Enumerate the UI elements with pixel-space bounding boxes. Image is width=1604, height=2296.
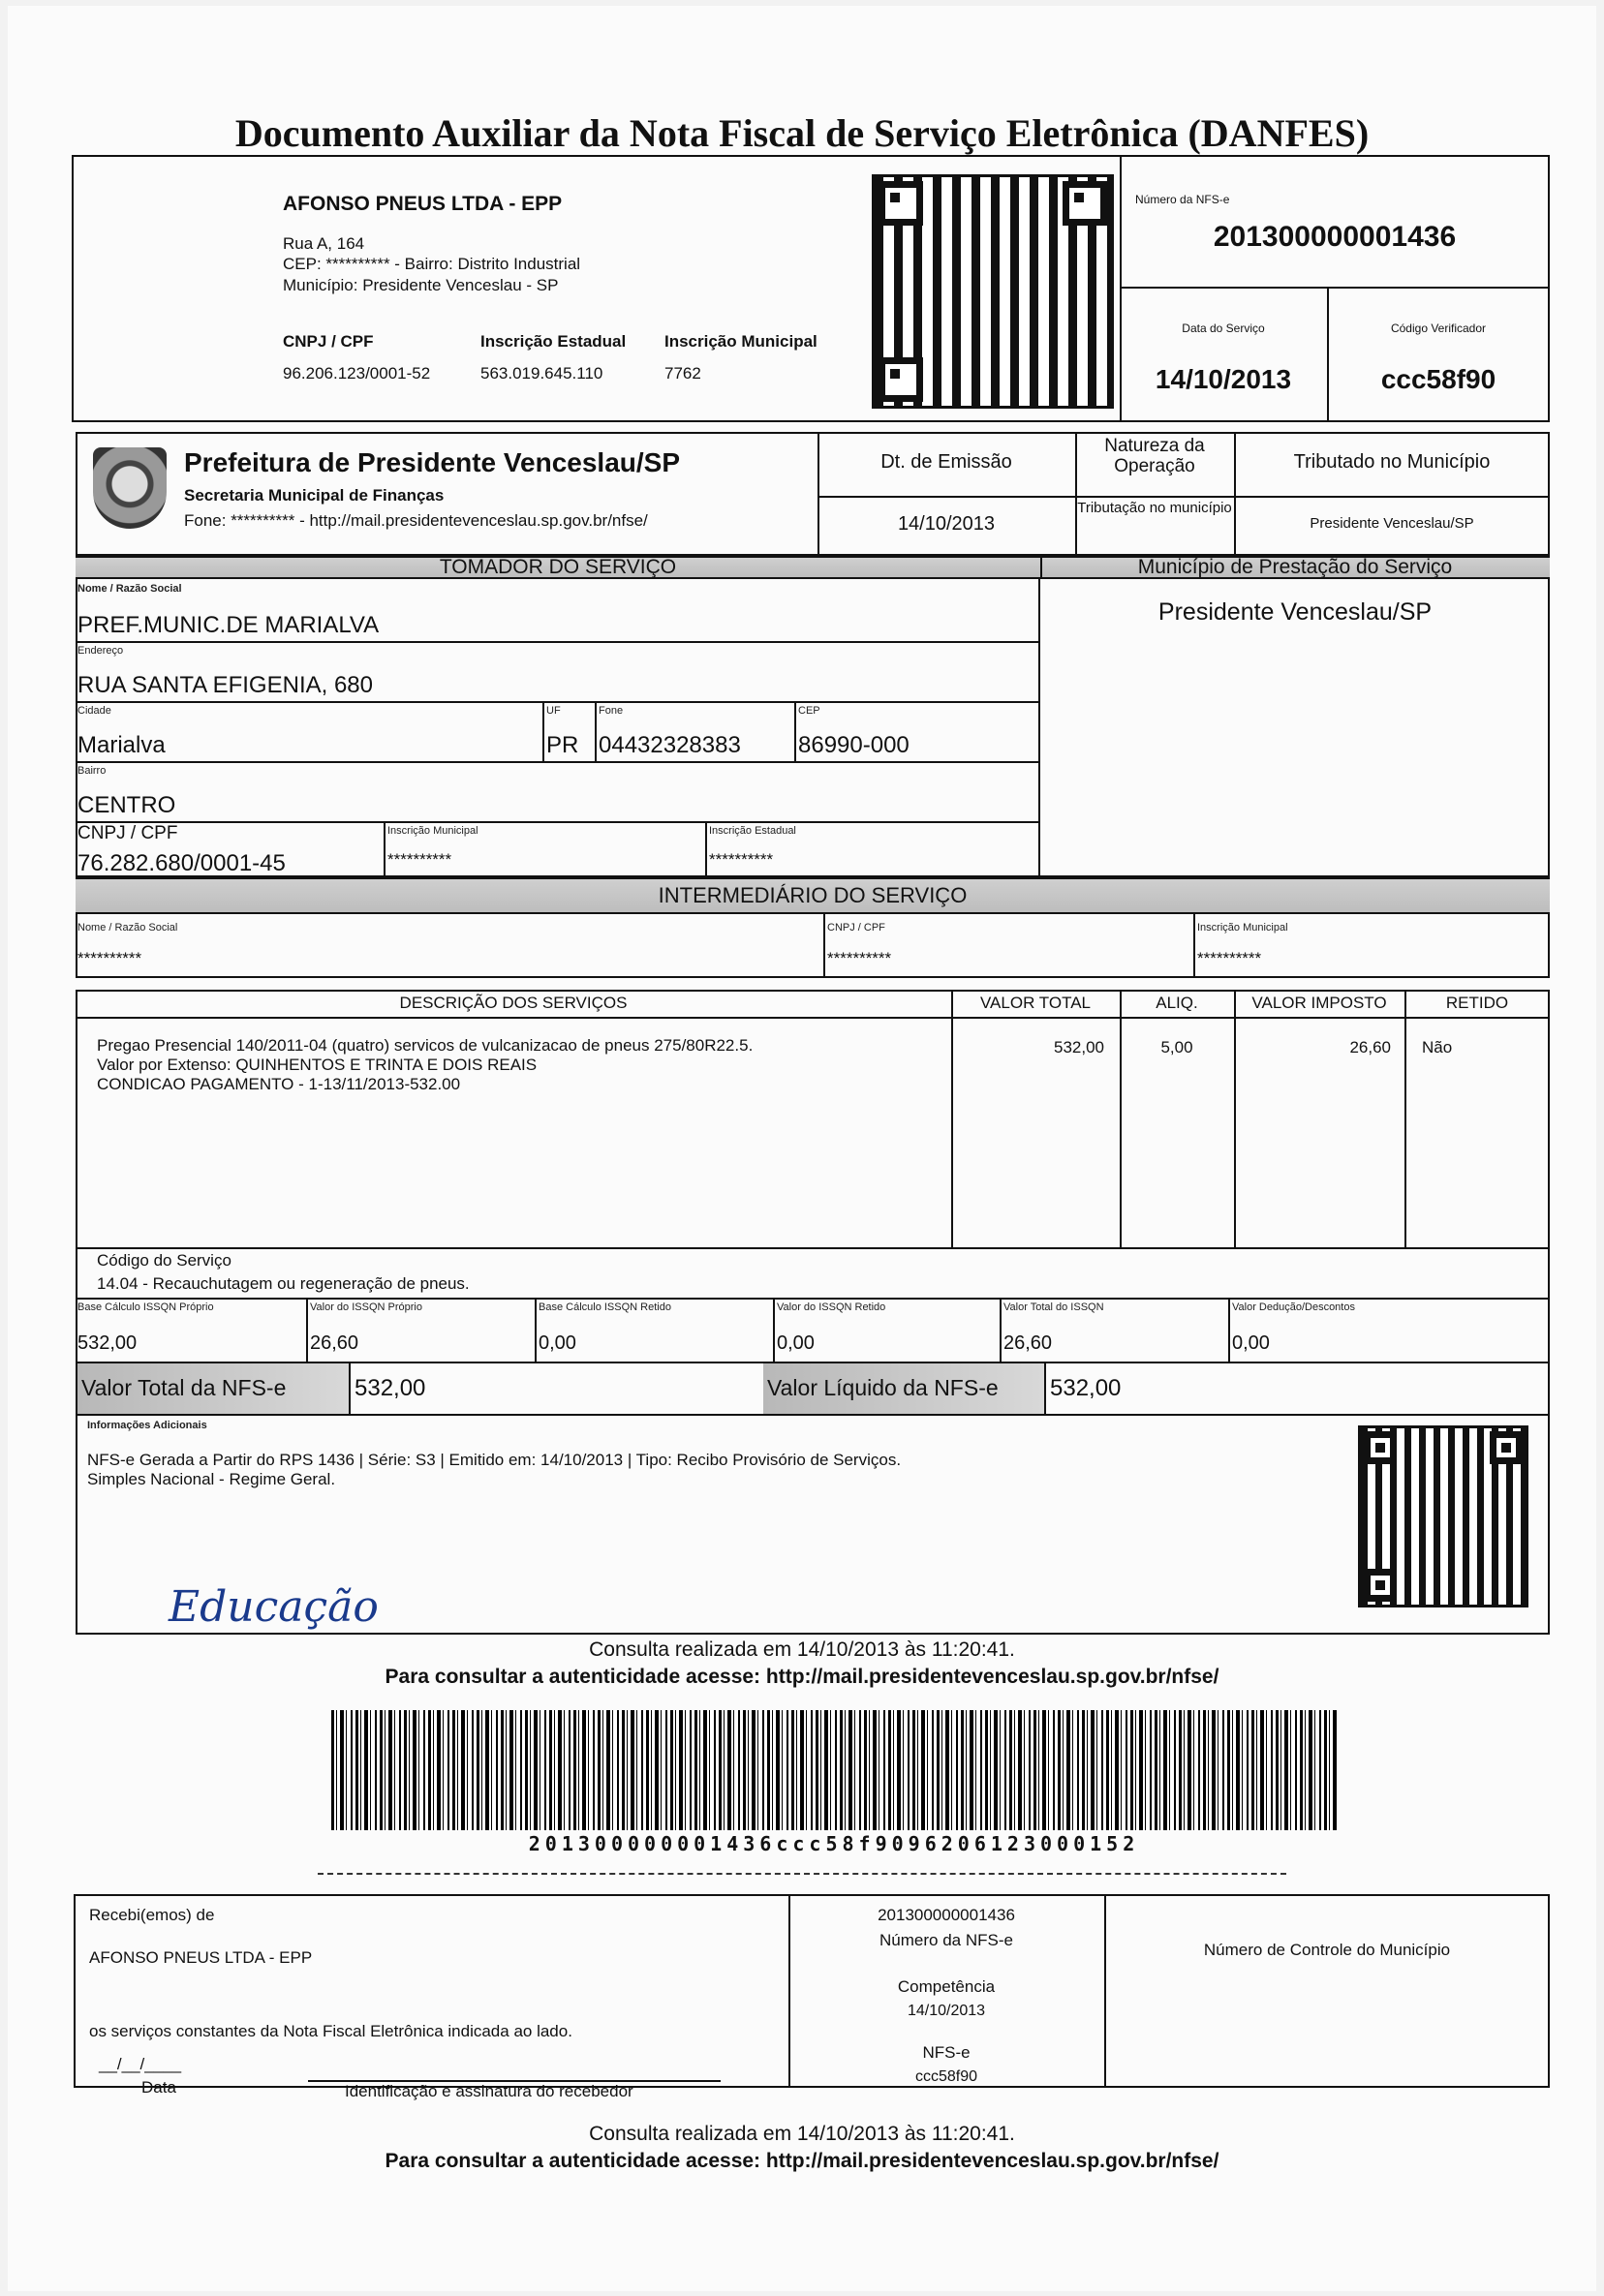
tomador-cnpj: 76.282.680/0001-45 xyxy=(77,850,286,876)
info-line-2: Simples Nacional - Regime Geral. xyxy=(87,1470,336,1488)
col-retido: RETIDO xyxy=(1445,994,1509,1012)
recibo-recebi: Recebi(emos) de xyxy=(89,1906,215,1924)
cut-line xyxy=(318,1873,1286,1875)
intermediario-nome: ********** xyxy=(77,949,142,967)
col-aliq: ALIQ. xyxy=(1156,994,1198,1012)
tomador-nome-label: Nome / Razão Social xyxy=(77,583,182,595)
servico-desc-3: CONDICAO PAGAMENTO - 1-13/11/2013-532.00 xyxy=(97,1075,461,1093)
qr-code-icon xyxy=(872,174,1114,409)
codigo-servico-label: Código do Serviço xyxy=(97,1251,231,1270)
verification-code: ccc58f90 xyxy=(1380,364,1496,394)
recibo-numero-label: Número da NFS-e xyxy=(879,1931,1013,1949)
valor-issqn-retido: 0,00 xyxy=(777,1332,815,1354)
provider-im: 7762 xyxy=(664,364,701,383)
consulta-line-1: Consulta realizada em 14/10/2013 às 11:20:41. xyxy=(589,1638,1015,1661)
tributado-label: Tributado no Município xyxy=(1293,451,1491,473)
base-calc-proprio-label: Base Cálculo ISSQN Próprio xyxy=(77,1301,214,1313)
intermediario-im-label: Inscrição Municipal xyxy=(1197,922,1288,934)
tomador-bairro-label: Bairro xyxy=(77,765,107,777)
natureza-label: Natureza da Operação xyxy=(1104,436,1205,476)
intermediario-cnpj-label: CNPJ / CPF xyxy=(827,922,885,934)
provider-im-label: Inscrição Municipal xyxy=(664,332,817,351)
servico-valor-imposto: 26,60 xyxy=(1349,1038,1391,1056)
tomador-cep: 86990-000 xyxy=(798,732,910,758)
codigo-servico: 14.04 - Recauchutagem ou regeneração de pneus. xyxy=(97,1274,470,1293)
tomador-nome: PREF.MUNIC.DE MARIALVA xyxy=(77,612,380,638)
barcode-icon xyxy=(331,1710,1337,1830)
valor-deducao-label: Valor Dedução/Descontos xyxy=(1232,1301,1355,1313)
base-calc-retido: 0,00 xyxy=(539,1332,576,1354)
prefeitura-fone: Fone: ********** - http://mail.presidentevenceslau.sp.gov.br/nfse/ xyxy=(184,511,648,530)
valor-liquido-label: Valor Líquido da NFS-e xyxy=(767,1375,999,1400)
recibo-competencia-label: Competência xyxy=(897,1977,996,1996)
servico-desc-2: Valor por Extenso: QUINHENTOS E TRINTA E DOIS REAIS xyxy=(97,1056,538,1074)
tomador-endereco: RUA SANTA EFIGENIA, 680 xyxy=(77,672,373,698)
nfse-number-label: Número da NFS-e xyxy=(1135,193,1230,206)
recibo-assinatura-label: Identificação e assinatura do recebedor xyxy=(345,2082,633,2100)
provider-city: Município: Presidente Venceslau - SP xyxy=(283,276,559,294)
consulta2-line-1: Consulta realizada em 14/10/2013 às 11:20:41. xyxy=(589,2123,1015,2145)
tributado-value: Presidente Venceslau/SP xyxy=(1310,515,1474,532)
provider-ie: 563.019.645.110 xyxy=(480,364,603,383)
recibo-numero: 201300000001436 xyxy=(878,1906,1015,1924)
base-calc-retido-label: Base Cálculo ISSQN Retido xyxy=(539,1301,671,1313)
servico-aliq: 5,00 xyxy=(1160,1038,1193,1056)
intermediario-cnpj: ********** xyxy=(827,949,892,967)
tomador-cidade-label: Cidade xyxy=(77,705,111,717)
tomador-ie: ********** xyxy=(709,850,774,869)
valor-total: 532,00 xyxy=(355,1375,426,1401)
provider-cep: CEP: ********** - Bairro: Distrito Industrial xyxy=(283,255,581,273)
tomador-header: TOMADOR DO SERVIÇO xyxy=(439,556,677,578)
provider-address: Rua A, 164 xyxy=(283,234,365,253)
tributacao-label: Tributação no município xyxy=(1077,500,1232,516)
consulta-line-2: Para consultar a autenticidade acesse: http://mail.presidentevenceslau.sp.gov.br/nfse/ xyxy=(385,1666,1219,1688)
consulta2-line-2: Para consultar a autenticidade acesse: http://mail.presidentevenceslau.sp.gov.br/nfse/ xyxy=(385,2150,1219,2172)
valor-total-issqn-label: Valor Total do ISSQN xyxy=(1003,1301,1104,1313)
servico-retido: Não xyxy=(1422,1038,1453,1056)
service-date-label: Data do Serviço xyxy=(1182,321,1265,335)
recibo-controle-label: Número de Controle do Município xyxy=(1203,1941,1451,1959)
municipio-value: Presidente Venceslau/SP xyxy=(1157,598,1433,626)
tomador-bairro: CENTRO xyxy=(77,792,176,818)
valor-total-label: Valor Total da NFS-e xyxy=(81,1375,287,1400)
document-title: Documento Auxiliar da Nota Fiscal de Serviço Eletrônica (DANFES) xyxy=(234,111,1370,155)
col-descricao: DESCRIÇÃO DOS SERVIÇOS xyxy=(399,994,628,1012)
col-valor-total: VALOR TOTAL xyxy=(979,994,1091,1012)
barcode-number: 201300000001436ccc58f9096206123000152 xyxy=(528,1832,1140,1855)
provider-cnpj-label: CNPJ / CPF xyxy=(283,332,374,351)
servico-valor-total: 532,00 xyxy=(1054,1038,1104,1056)
recibo-empresa: AFONSO PNEUS LTDA - EPP xyxy=(89,1948,313,1967)
tomador-uf-label: UF xyxy=(546,705,561,717)
tomador-cnpj-label: CNPJ / CPF xyxy=(77,823,178,843)
tomador-im: ********** xyxy=(387,850,452,869)
tomador-im-label: Inscrição Municipal xyxy=(387,825,478,837)
emissao-date: 14/10/2013 xyxy=(897,513,996,535)
tomador-cep-label: CEP xyxy=(798,705,820,717)
tomador-ie-label: Inscrição Estadual xyxy=(709,825,796,837)
tomador-cidade: Marialva xyxy=(77,732,166,758)
recibo-data-blank: __/__/____ xyxy=(99,2055,182,2073)
prefeitura-name: Prefeitura de Presidente Venceslau/SP xyxy=(184,447,681,477)
secretaria: Secretaria Municipal de Finanças xyxy=(184,486,445,505)
provider-cnpj: 96.206.123/0001-52 xyxy=(283,364,431,383)
intermediario-nome-label: Nome / Razão Social xyxy=(77,922,178,934)
recibo-servicos: os serviços constantes da Nota Fiscal Eletrônica indicada ao lado. xyxy=(89,2022,572,2040)
valor-issqn-proprio-label: Valor do ISSQN Próprio xyxy=(310,1301,422,1313)
intermediario-im: ********** xyxy=(1197,949,1262,967)
recibo-nfse-code: ccc58f90 xyxy=(914,2068,978,2085)
document-sheet xyxy=(8,6,1596,2291)
coat-of-arms-icon xyxy=(93,447,167,529)
qr-code-small-icon xyxy=(1358,1425,1528,1607)
recibo-competencia: 14/10/2013 xyxy=(907,2003,986,2019)
recibo-nfse-label: NFS-e xyxy=(922,2043,971,2062)
handwritten-signature: Educação xyxy=(169,1582,379,1632)
info-line-1: NFS-e Gerada a Partir do RPS 1436 | Série: S3 | Emitido em: 14/10/2013 | Tipo: Recibo Provisório de Serviços. xyxy=(87,1451,902,1469)
tomador-uf: PR xyxy=(546,732,579,758)
info-label: Informações Adicionais xyxy=(87,1420,207,1431)
emissao-label: Dt. de Emissão xyxy=(880,451,1012,473)
intermediario-header: INTERMEDIÁRIO DO SERVIÇO xyxy=(658,883,968,907)
valor-total-issqn: 26,60 xyxy=(1003,1332,1053,1354)
tomador-endereco-label: Endereço xyxy=(77,645,124,657)
verification-code-label: Código Verificador xyxy=(1390,321,1487,335)
tomador-fone-label: Fone xyxy=(599,705,624,717)
tomador-fone: 04432328383 xyxy=(599,732,741,758)
valor-issqn-proprio: 26,60 xyxy=(310,1332,359,1354)
servico-desc-1: Pregao Presencial 140/2011-04 (quatro) servicos de vulcanizacao de pneus 275/80R22.5. xyxy=(97,1036,754,1055)
municipio-header: Município de Prestação do Serviço xyxy=(1137,556,1453,578)
valor-deducao: 0,00 xyxy=(1232,1332,1270,1354)
provider-ie-label: Inscrição Estadual xyxy=(480,332,627,351)
provider-name: AFONSO PNEUS LTDA - EPP xyxy=(283,193,563,215)
intermediario-box xyxy=(76,912,1550,978)
recibo-data-label: Data xyxy=(141,2078,176,2097)
col-valor-imposto: VALOR IMPOSTO xyxy=(1251,994,1387,1012)
base-calc-proprio: 532,00 xyxy=(77,1332,138,1354)
nfse-number: 201300000001436 xyxy=(1213,221,1457,253)
valor-liquido: 532,00 xyxy=(1050,1375,1122,1401)
valor-issqn-retido-label: Valor do ISSQN Retido xyxy=(777,1301,886,1313)
service-date: 14/10/2013 xyxy=(1155,364,1292,394)
